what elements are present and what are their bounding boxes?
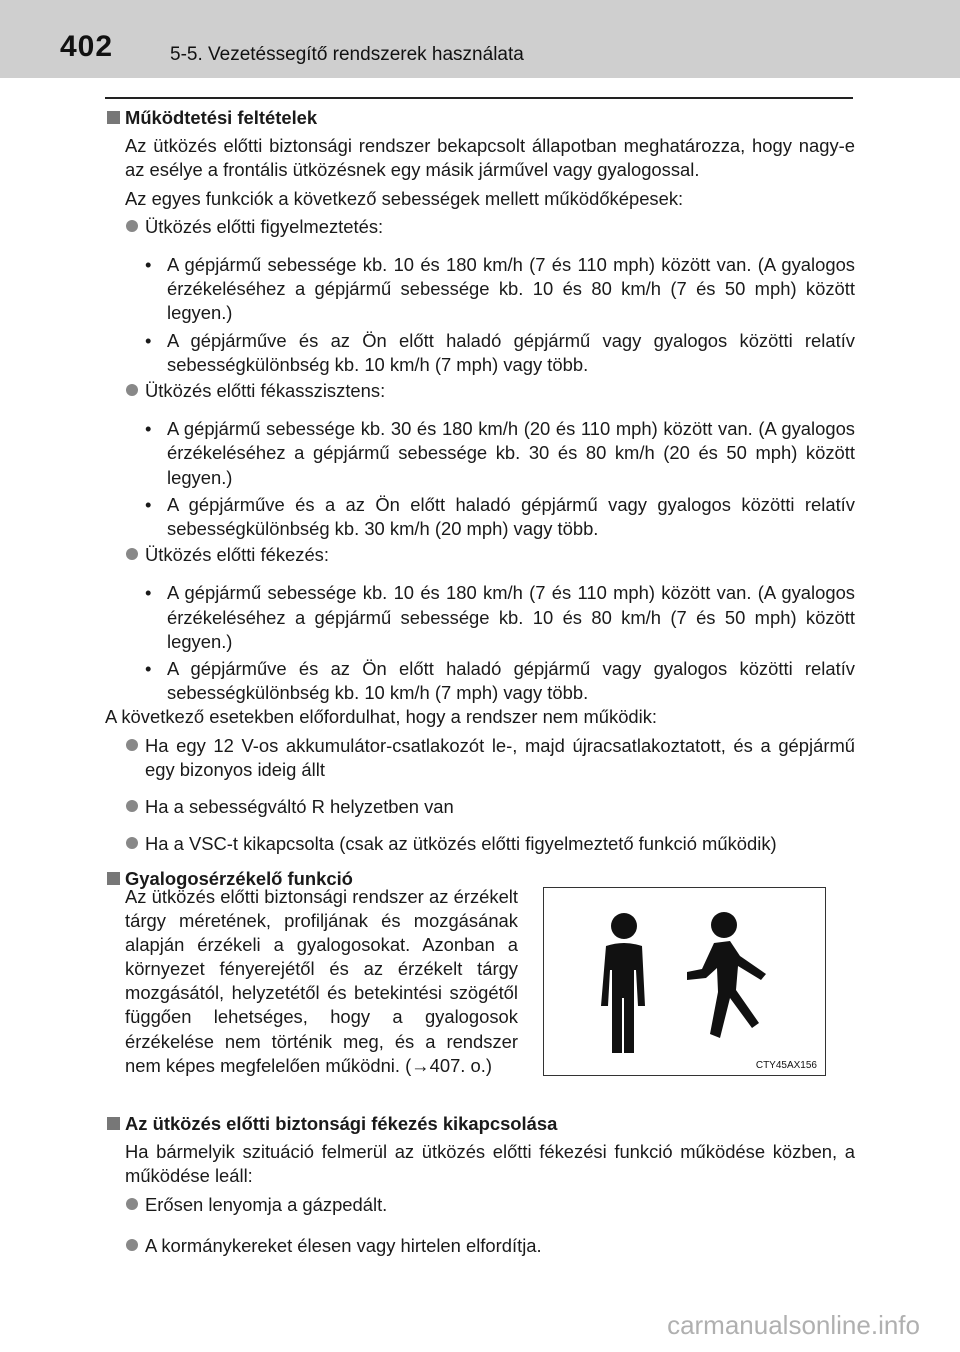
condition-item: • A gépjármű sebessége kb. 10 és 180 km/h (7 és 110 mph) között van. (A gyalogos érzékeléséhez a gépjármű sebessége kb. 10 és 80 km/h (7 és 50 mph) között legyen.) — [145, 582, 855, 652]
circle-bullet-icon — [126, 739, 138, 751]
section-heading: Működtetési feltételek — [105, 106, 855, 130]
circle-bullet-icon — [126, 1198, 138, 1210]
nonop-item: Ha egy 12 V-os akkumulátor-csatlakozót le-, majd újracsatlakoztatott, és a gépjármű egy bizonyos ideig állt — [125, 734, 855, 782]
pedestrian-icon — [544, 888, 824, 1074]
condition-item: • A gépjármű sebessége kb. 30 és 180 km/h (20 és 110 mph) között van. (A gyalogos érzékeléséhez a gépjármű sebessége kb. 30 és 80 km/h (20 és 50 mph) között legyen.) — [145, 418, 855, 488]
watermark: carmanualsonline.info — [667, 1310, 920, 1340]
disable-item: A kormánykereket élesen vagy hirtelen elfordítja. — [125, 1234, 855, 1258]
condition-item: • A gépjármű sebessége kb. 10 és 180 km/h (7 és 110 mph) között van. (A gyalogos érzékeléséhez a gépjármű sebessége kb. 10 és 80 km/h (7 és 50 mph) között legyen.) — [145, 254, 855, 324]
speeds-intro: Az egyes funkciók a következő sebességek mellett működőképesek: — [125, 187, 684, 209]
function-item: Ütközés előtti figyelmeztetés: — [125, 215, 855, 239]
function-item: Ütközés előtti fékasszisztens: — [125, 379, 855, 403]
function-item: Ütközés előtti fékezés: — [125, 543, 855, 567]
section-operating-conditions — [105, 106, 855, 896]
circle-bullet-icon — [126, 548, 138, 560]
disable-paragraph: Ha bármelyik szituáció felmerül az ütközés előtti fékezési funkció működése közben, a működése leáll: — [125, 1141, 855, 1187]
circle-bullet-icon — [126, 384, 138, 396]
square-bullet-icon — [107, 1117, 120, 1130]
square-bullet-icon — [107, 872, 120, 885]
nonop-item: Ha a VSC-t kikapcsolta (csak az ütközés előtti figyelmeztető funkció működik) — [125, 832, 855, 856]
page-header — [0, 0, 960, 78]
disable-item: Erősen lenyomja a gázpedált. — [125, 1193, 855, 1217]
intro-paragraph: Az ütközés előtti biztonsági rendszer bekapcsolt állapotban meghatározza, hogy nagy-e az esélye a frontális ütközésnek egy másik járművel vagy gyalogossal. — [125, 135, 855, 181]
page-number: 402 — [60, 30, 114, 63]
nonop-item: Ha a sebességváltó R helyzetben van — [125, 795, 855, 819]
circle-bullet-icon — [126, 1239, 138, 1251]
figure-label: CTY45AX156 — [755, 1060, 817, 1071]
circle-bullet-icon — [126, 220, 138, 232]
circle-bullet-icon — [126, 837, 138, 849]
condition-item: • A gépjárműve és az Ön előtt haladó gépjármű vagy gyalogos közötti relatív sebességkülönbség kb. 10 km/h (7 mph) vagy több. — [145, 329, 855, 375]
section-heading: Gyalogosérzékelő funkció — [105, 867, 855, 891]
pedestrian-detection-text: Az ütközés előtti biztonsági rendszer az érzékelt tárgy méretének, profiljának és mozgásának alapján érzékeli a gyalogosokat. Azonban a környezet fényerejétől és az érzékelt tárgy mozgásától, helyzetétől és betekintési szögétől függően lehetséges, hogy a gyalogosok érzékelése nem történik meg, és a rendszer nem képes megfelelően működni. (→407. o.) — [125, 886, 518, 1076]
condition-item: • A gépjárműve és az Ön előtt haladó gépjármű vagy gyalogos közötti relatív sebességkülönbség kb. 10 km/h (7 mph) vagy több. — [145, 658, 855, 704]
nonop-intro: A következő esetekben előfordulhat, hogy a rendszer nem működik: — [105, 706, 658, 728]
circle-bullet-icon — [126, 800, 138, 812]
header-rule — [105, 97, 853, 99]
square-bullet-icon — [107, 111, 120, 124]
section-disable-braking — [105, 1112, 855, 1263]
section-heading: Az ütközés előtti biztonsági fékezés kikapcsolása — [105, 1112, 855, 1136]
chapter-title: 5-5. Vezetéssegítő rendszerek használata — [170, 44, 524, 65]
pedestrian-figure — [543, 887, 826, 1076]
condition-item: • A gépjárműve és a az Ön előtt haladó gépjármű vagy gyalogos közötti relatív sebességkülönbség kb. 30 km/h (20 mph) vagy több. — [145, 493, 855, 540]
